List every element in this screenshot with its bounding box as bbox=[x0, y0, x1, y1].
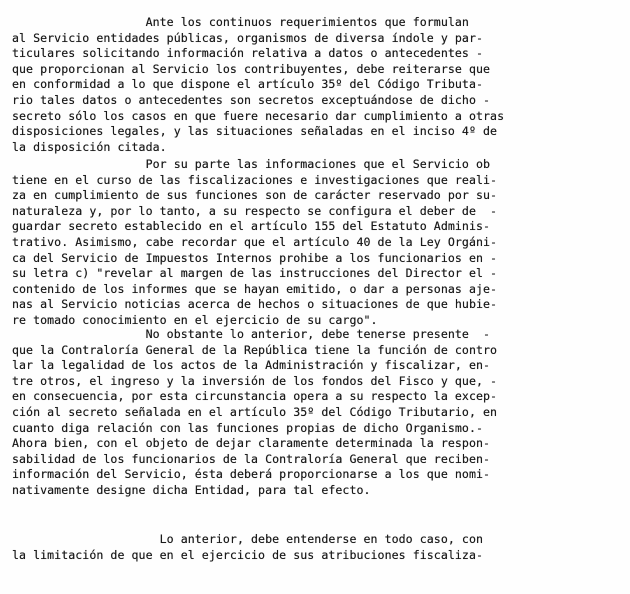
paragraph-secrecy-requests: Ante los continuos requerimientos que formulan al Servicio entidades públicas, organismos de diversa índole y par- ticulares solicitando información relativa a datos o antecedentes - que proporcionan al Servicio los contribuyentes, debe reiterarse que en conformidad a lo que dispone el artículo 35º del Código Tributa- rio tales datos o antecedentes son secretos exceptuándose de dicho - secreto sólo los casos en que fuere necesario dar cumplimiento a otras disposiciones legales, y las situaciones señaladas en el inciso 4º de la disposición citada. bbox=[12, 15, 505, 154]
paragraph-limitation: Lo anterior, debe entenderse en todo caso, con la limitación de que en el ejercicio de sus atribuciones fiscaliza- bbox=[12, 532, 484, 562]
paragraph-reserved-information: Por su parte las informaciones que el Servicio ob tiene en el curso de las fiscalizaciones e investigaciones que reali- za en cumplimiento de sus funciones son de carácter reservado por su- naturaleza y, por lo tanto, a su respecto se configura el deber de - guardar secreto establecido en el artículo 155 del Estatuto Adminis- trativo. Asimismo, cabe recordar que el artículo 40 de la Ley Orgáni- ca del Servicio de Impuestos Internos prohibe a los funcionarios en - su letra c) "revelar al margen de las instrucciones del Director el - contenido de los informes que se hayan emitido, o dar a personas aje- nas al Servicio noticias acerca de hechos o situaciones de que hubie- re tomado conocimiento en el ejercicio de su cargo". bbox=[12, 157, 498, 327]
paragraph-contraloria-exception: No obstante lo anterior, debe tenerse presente - que la Contraloría General de la República tiene la función de contro lar la legalidad de los actos de la Administración y fiscalizar, en- tre otros, el ingreso y la inversión de los fondos del Fisco y que, - en consecuencia, por esta circunstancia opera a su respecto la excep- ción al secreto señalada en el artículo 35º del Código Tributario, en cuanto diga relación con las funciones propias de dicho Organismo.- Ahora bien, con el objeto de dejar claramente determinada la respon- sabilidad de los funcionarios de la Contraloría General que reciben- información del Servicio, ésta deberá proporcionarse a los que nomi- nativamente designe dicha Entidad, para tal efecto. bbox=[12, 327, 498, 497]
